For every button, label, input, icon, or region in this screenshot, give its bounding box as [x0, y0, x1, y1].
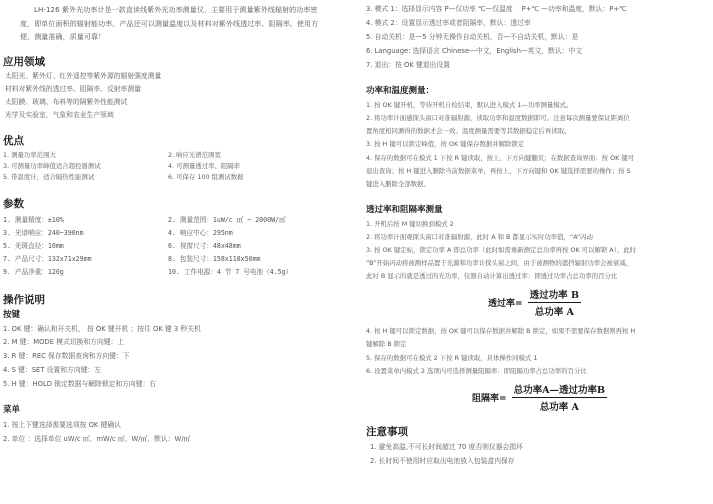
param-item: 3. 光谱响应：240~390nm [3, 229, 84, 237]
fraction [528, 287, 581, 318]
formula-numerator: 总功率A—透过功率B [512, 382, 607, 398]
transmittance-formula [488, 287, 581, 318]
param-item: 2. 测量范围：1uW/c ㎡ ~ 2000W/㎡ [168, 216, 286, 224]
note-item: 2. 长时间不使用时应取出电池放入包装盒内保存 [370, 457, 515, 465]
param-item: 10. 工作电源：4 节 7 号电池（4.5g） [168, 268, 293, 276]
transmittance-line: 5. 保存的数据可在模式 2 下按 R 键读取，具体操作同模式 1 [366, 354, 538, 362]
param-item: 9. 产品净重：120g [3, 268, 64, 276]
transmittance-line: 此时 B 显示的就是透过的光功率，仪器自动计算出透过率：即透过功率占总功率的百分比 [366, 272, 618, 280]
keys-subheading: 按键 [3, 310, 21, 320]
transmittance-line: 键解除 B 锁定 [366, 340, 407, 348]
advantages-heading: 优点 [3, 135, 24, 147]
key-item: 1. OK 键：确认和开关机， 按 OK 键开机 ；按住 OK 键 3 秒关机 [3, 325, 201, 333]
blocking-formula [472, 382, 607, 413]
power-temp-line: 4. 保存的数据可在模式 1 下按 R 键读取，按上、下方向键翻页；在数据查询界面：按 OK 键可 [366, 154, 635, 162]
power-temp-line: 置角度相同测得的数据才会一致。温度测量需要等其数据稳定后再读取。 [366, 127, 571, 135]
param-item: 6. 视窗尺寸：48x48mm [168, 242, 241, 250]
intro-line: 度，即单位面积的辐射能功率。产品还可以测量温度以及材料对紫外线透过率、阻隔率。使用方 [20, 20, 319, 28]
advantage-item: 6. 可保存 100 组测试数据 [168, 173, 244, 181]
menu-item: 7. 退出：按 OK 键退出设置 [366, 61, 450, 69]
param-item: 1. 测量精度：±10% [3, 216, 64, 224]
advantage-item: 5. 带温度计，适合隔热性能测试 [3, 173, 95, 181]
intro-line: LH-126 紫外光功率计是一款直读线紫外光功率测量仪，主要用于测量紫外线辐射的功率密 [34, 6, 318, 14]
formula-denominator: 总功率 A [534, 307, 574, 318]
param-item: 4. 响应中心：295nm [168, 229, 233, 237]
advantage-item: 4. 可测量透过率、阻隔率 [168, 162, 241, 170]
params-heading: 参数 [3, 198, 24, 210]
menu-item: 2. 单位 ：选择单位 uW/c ㎡、mW/c ㎡、W/㎡，默认：W/㎡ [3, 435, 191, 443]
fraction [512, 382, 607, 413]
param-item: 8. 包装尺寸：158x118x50mm [168, 255, 261, 263]
transmittance-line: 4. 按 H 键可以锁定数据，按 OK 键可以保存数据并解除 B 锁定，如果不需要保存数据则再按 H [366, 327, 636, 335]
formula-label: 透过率= [488, 299, 523, 309]
advantage-item: 3. 可测量功率峰值适合超控器测试 [3, 162, 101, 170]
power-temp-line: 1. 按 OK 键开机，等待开机自检结束，默认进入模式 1—功率测量模式。 [366, 101, 573, 109]
formula-denominator: 总功率 A [539, 402, 579, 413]
application-item: 材料对紫外线的透过率、阻隔率、反射率测量 [5, 85, 141, 93]
key-item: 5. H 键：HOLD 锁定数据与解除锁定和方向键：右 [3, 380, 157, 388]
power-temp-heading: 功率和温度测量： [366, 86, 435, 96]
advantage-item: 1. 测量功率范围大 [3, 151, 56, 159]
menu-item: 6. Language: 选择语言 Chinese—中文，English—英文，默认：中文 [366, 47, 583, 55]
application-item: 太阳光、紫外灯、红外遥控等紫外源的辐射强度测量 [5, 72, 162, 80]
note-item: 1. 避免高温,不可长时间超过 70 度否则仪器会损坏 [370, 443, 523, 451]
operation-heading: 操作说明 [3, 294, 45, 306]
menu-item: 4. 模式 2：设置显示透过率或者阻隔率，默认：透过率 [366, 19, 531, 27]
transmittance-heading: 透过率和阻隔率测量 [366, 205, 443, 215]
transmittance-line: 3. 按 OK 键定标，锁定功率 A 即总功率（此时如需重新测定总功率再按 OK 可以解锁 A），此时 [366, 246, 637, 254]
application-item: 光学及实验室，气象和农业生产领域 [5, 111, 114, 119]
notes-heading: 注意事项 [366, 426, 408, 438]
param-item: 5. 光斑直径：10mm [3, 242, 64, 250]
menu-subheading: 菜单 [3, 405, 21, 415]
power-temp-line: 退出查询；按 H 键进入删除当前数据菜单，再按上、下方向键和 OK 键选择需要的操作；按 S [366, 167, 631, 175]
transmittance-line: 2. 将功率计面观探头窗口对准辐射源，此时 A 和 B 都显示实时功率值，“A”闪动 [366, 233, 593, 241]
power-temp-line: 3. 按 H 键可以锁定峰值，按 OK 键保存数据并解除锁定 [366, 140, 525, 148]
key-item: 4. S 键：SET 设置和方向键：左 [3, 366, 102, 374]
applications-heading: 应用领域 [3, 56, 45, 68]
power-temp-line: 键进入删除全部数据。 [366, 180, 430, 188]
transmittance-line: “B”开始闪动将被测样品置于光源和功率计探头窗之间，由于被测物的遮挡辐射功率会被衰减， [366, 259, 633, 267]
transmittance-line: 1. 开机后按 M 键切换到模式 2 [366, 220, 454, 228]
advantage-item: 2. 响应光谱范围宽 [168, 151, 221, 159]
formula-numerator: 透过功率 B [528, 287, 581, 303]
formula-label: 阻隔率= [472, 394, 507, 404]
key-item: 3. R 键：REC 保存数据查询和方向键：下 [3, 352, 130, 360]
key-item: 2. M 键：MODE 模式切换和方向键：上 [3, 338, 125, 346]
param-item: 7. 产品尺寸：132x71x29mm [3, 255, 92, 263]
intro-line: 便、测量准确，质量可靠！ [20, 33, 106, 41]
menu-item: 5. 自动关机：是—5 分钟无操作自动关机，否—不自动关机，默认：是 [366, 33, 579, 41]
menu-item: 1. 按上下键选择需要选项按 OK 键确认 [3, 421, 121, 429]
transmittance-line: 6. 设置菜单内模式 2 选项内可选择测量阻隔率：即阻隔功率占总功率的百分比 [366, 367, 587, 375]
power-temp-line: 2. 将功率计面感探头窗口对准辐射源，读取功率和温度数据即可。注意每次测量要保证距离位 [366, 114, 630, 122]
menu-item: 3. 模式 1：选择显示内容 P—仅功率 ℃—仅温度 P+℃ —功率和温度，默认：P+℃ [366, 5, 627, 13]
application-item: 太阳膜、玻璃、布料等的隔紫外性能测试 [5, 98, 128, 106]
